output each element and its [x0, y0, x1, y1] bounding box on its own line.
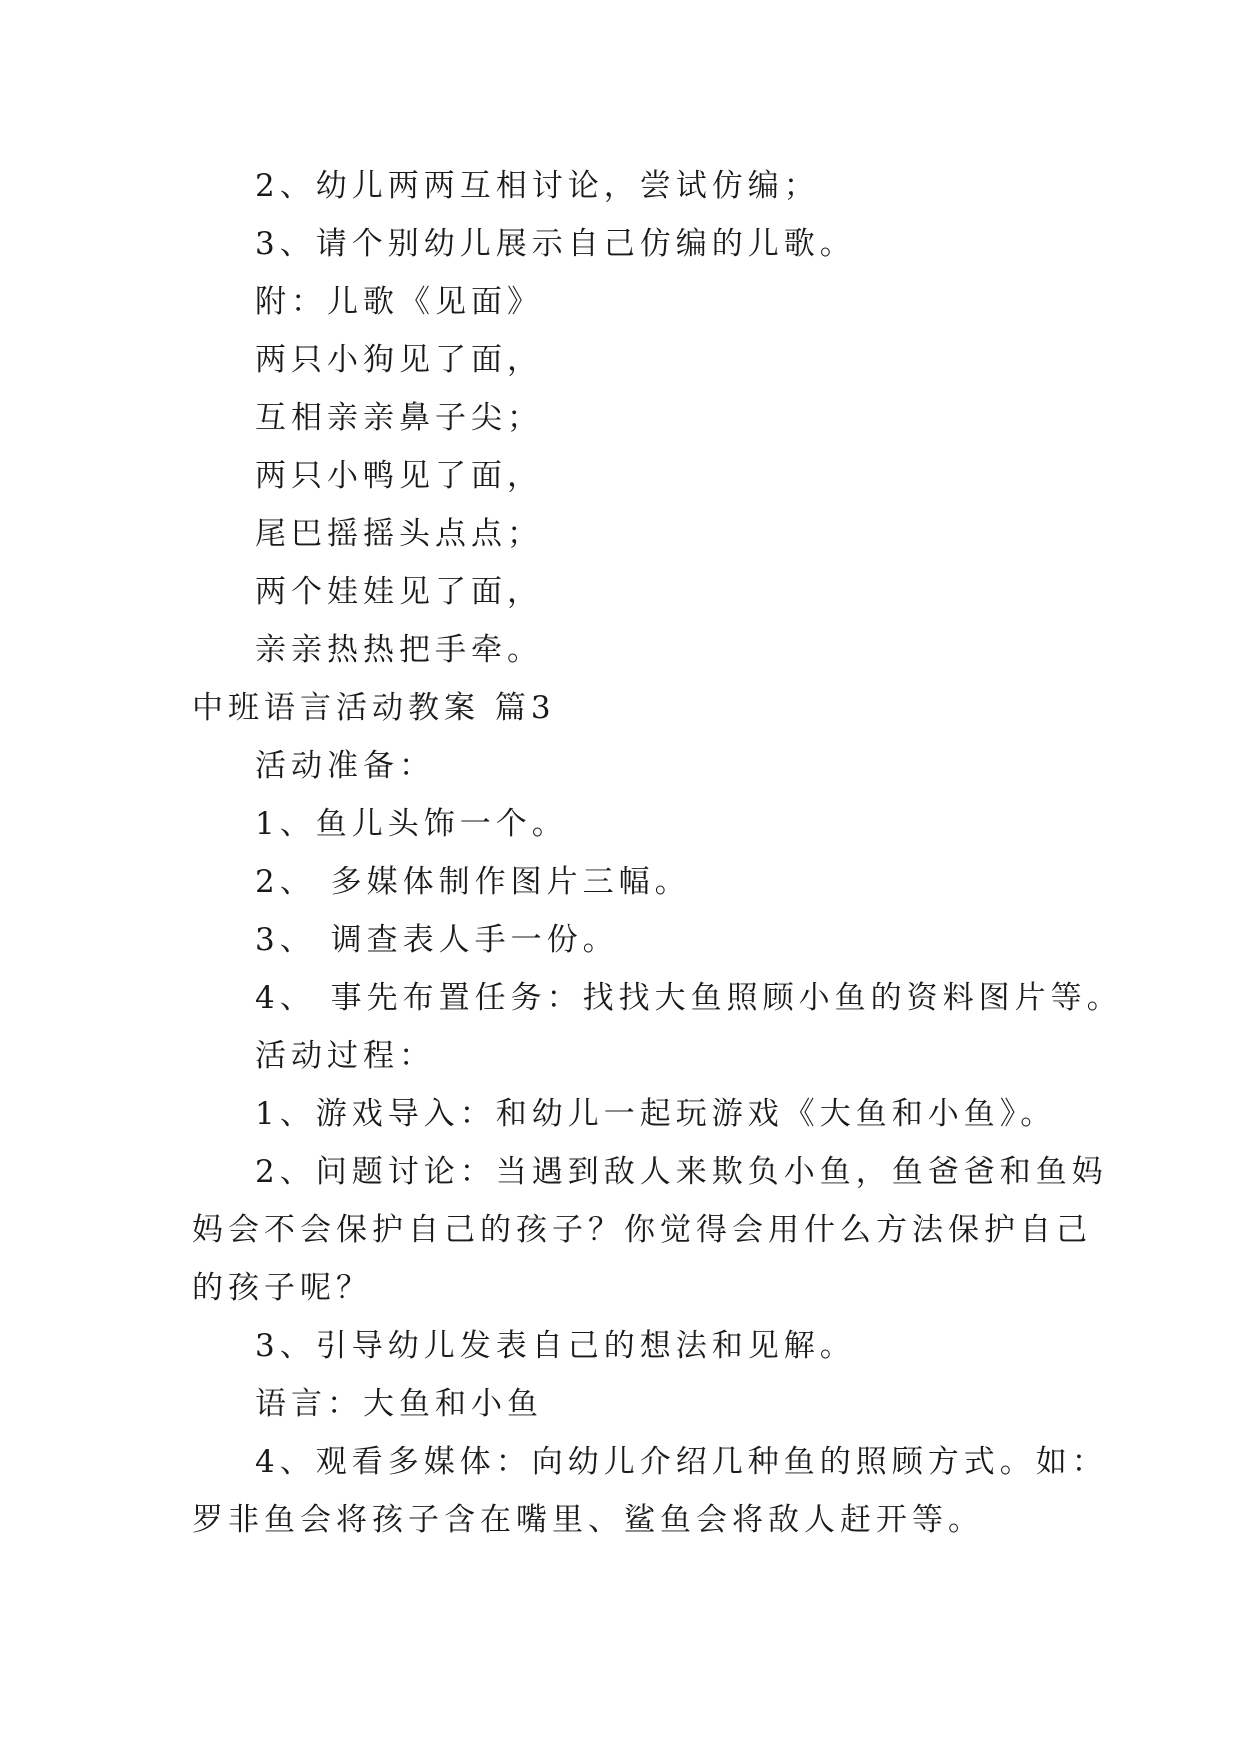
rhyme-line: 互相亲亲鼻子尖； [255, 400, 543, 436]
subheading-process: 活动过程： [255, 1038, 435, 1074]
subheading-preparation: 活动准备： [255, 748, 435, 784]
rhyme-line: 两个娃娃见了面， [255, 574, 543, 610]
list-item-discuss: 2、幼儿两两互相讨论，尝试仿编； [255, 168, 820, 204]
paragraph-line: 罗非鱼会将孩子含在嘴里、鲨鱼会将敌人赶开等。 [192, 1502, 984, 1538]
rhyme-line: 两只小狗见了面， [255, 342, 543, 378]
list-item-show-rhyme: 3、请个别幼儿展示自己仿编的儿歌。 [255, 226, 856, 262]
subheading-language: 语言：大鱼和小鱼 [255, 1386, 543, 1422]
list-item: 4、 事先布置任务：找找大鱼照顾小鱼的资料图片等。 [255, 980, 1123, 1016]
section-heading: 中班语言活动教案 篇3 [192, 690, 556, 726]
appendix-heading: 附：儿歌《见面》 [255, 284, 543, 320]
paragraph-line: 4、观看多媒体：向幼儿介绍几种鱼的照顾方式。如： [255, 1444, 1108, 1480]
rhyme-line: 尾巴摇摇头点点； [255, 516, 543, 552]
paragraph-line: 2、问题讨论：当遇到敌人来欺负小鱼，鱼爸爸和鱼妈 [255, 1154, 1108, 1190]
list-item: 3、引导幼儿发表自己的想法和见解。 [255, 1328, 856, 1364]
list-item: 2、 多媒体制作图片三幅。 [255, 864, 691, 900]
rhyme-line: 两只小鸭见了面， [255, 458, 543, 494]
paragraph-line: 妈会不会保护自己的孩子？你觉得会用什么方法保护自己 [192, 1212, 1092, 1248]
list-item: 1、鱼儿头饰一个。 [255, 806, 568, 842]
list-item: 3、 调查表人手一份。 [255, 922, 619, 958]
list-item: 1、游戏导入：和幼儿一起玩游戏《大鱼和小鱼》。 [255, 1096, 1057, 1132]
paragraph-line: 的孩子呢？ [192, 1270, 372, 1306]
rhyme-line: 亲亲热热把手牵。 [255, 632, 543, 668]
